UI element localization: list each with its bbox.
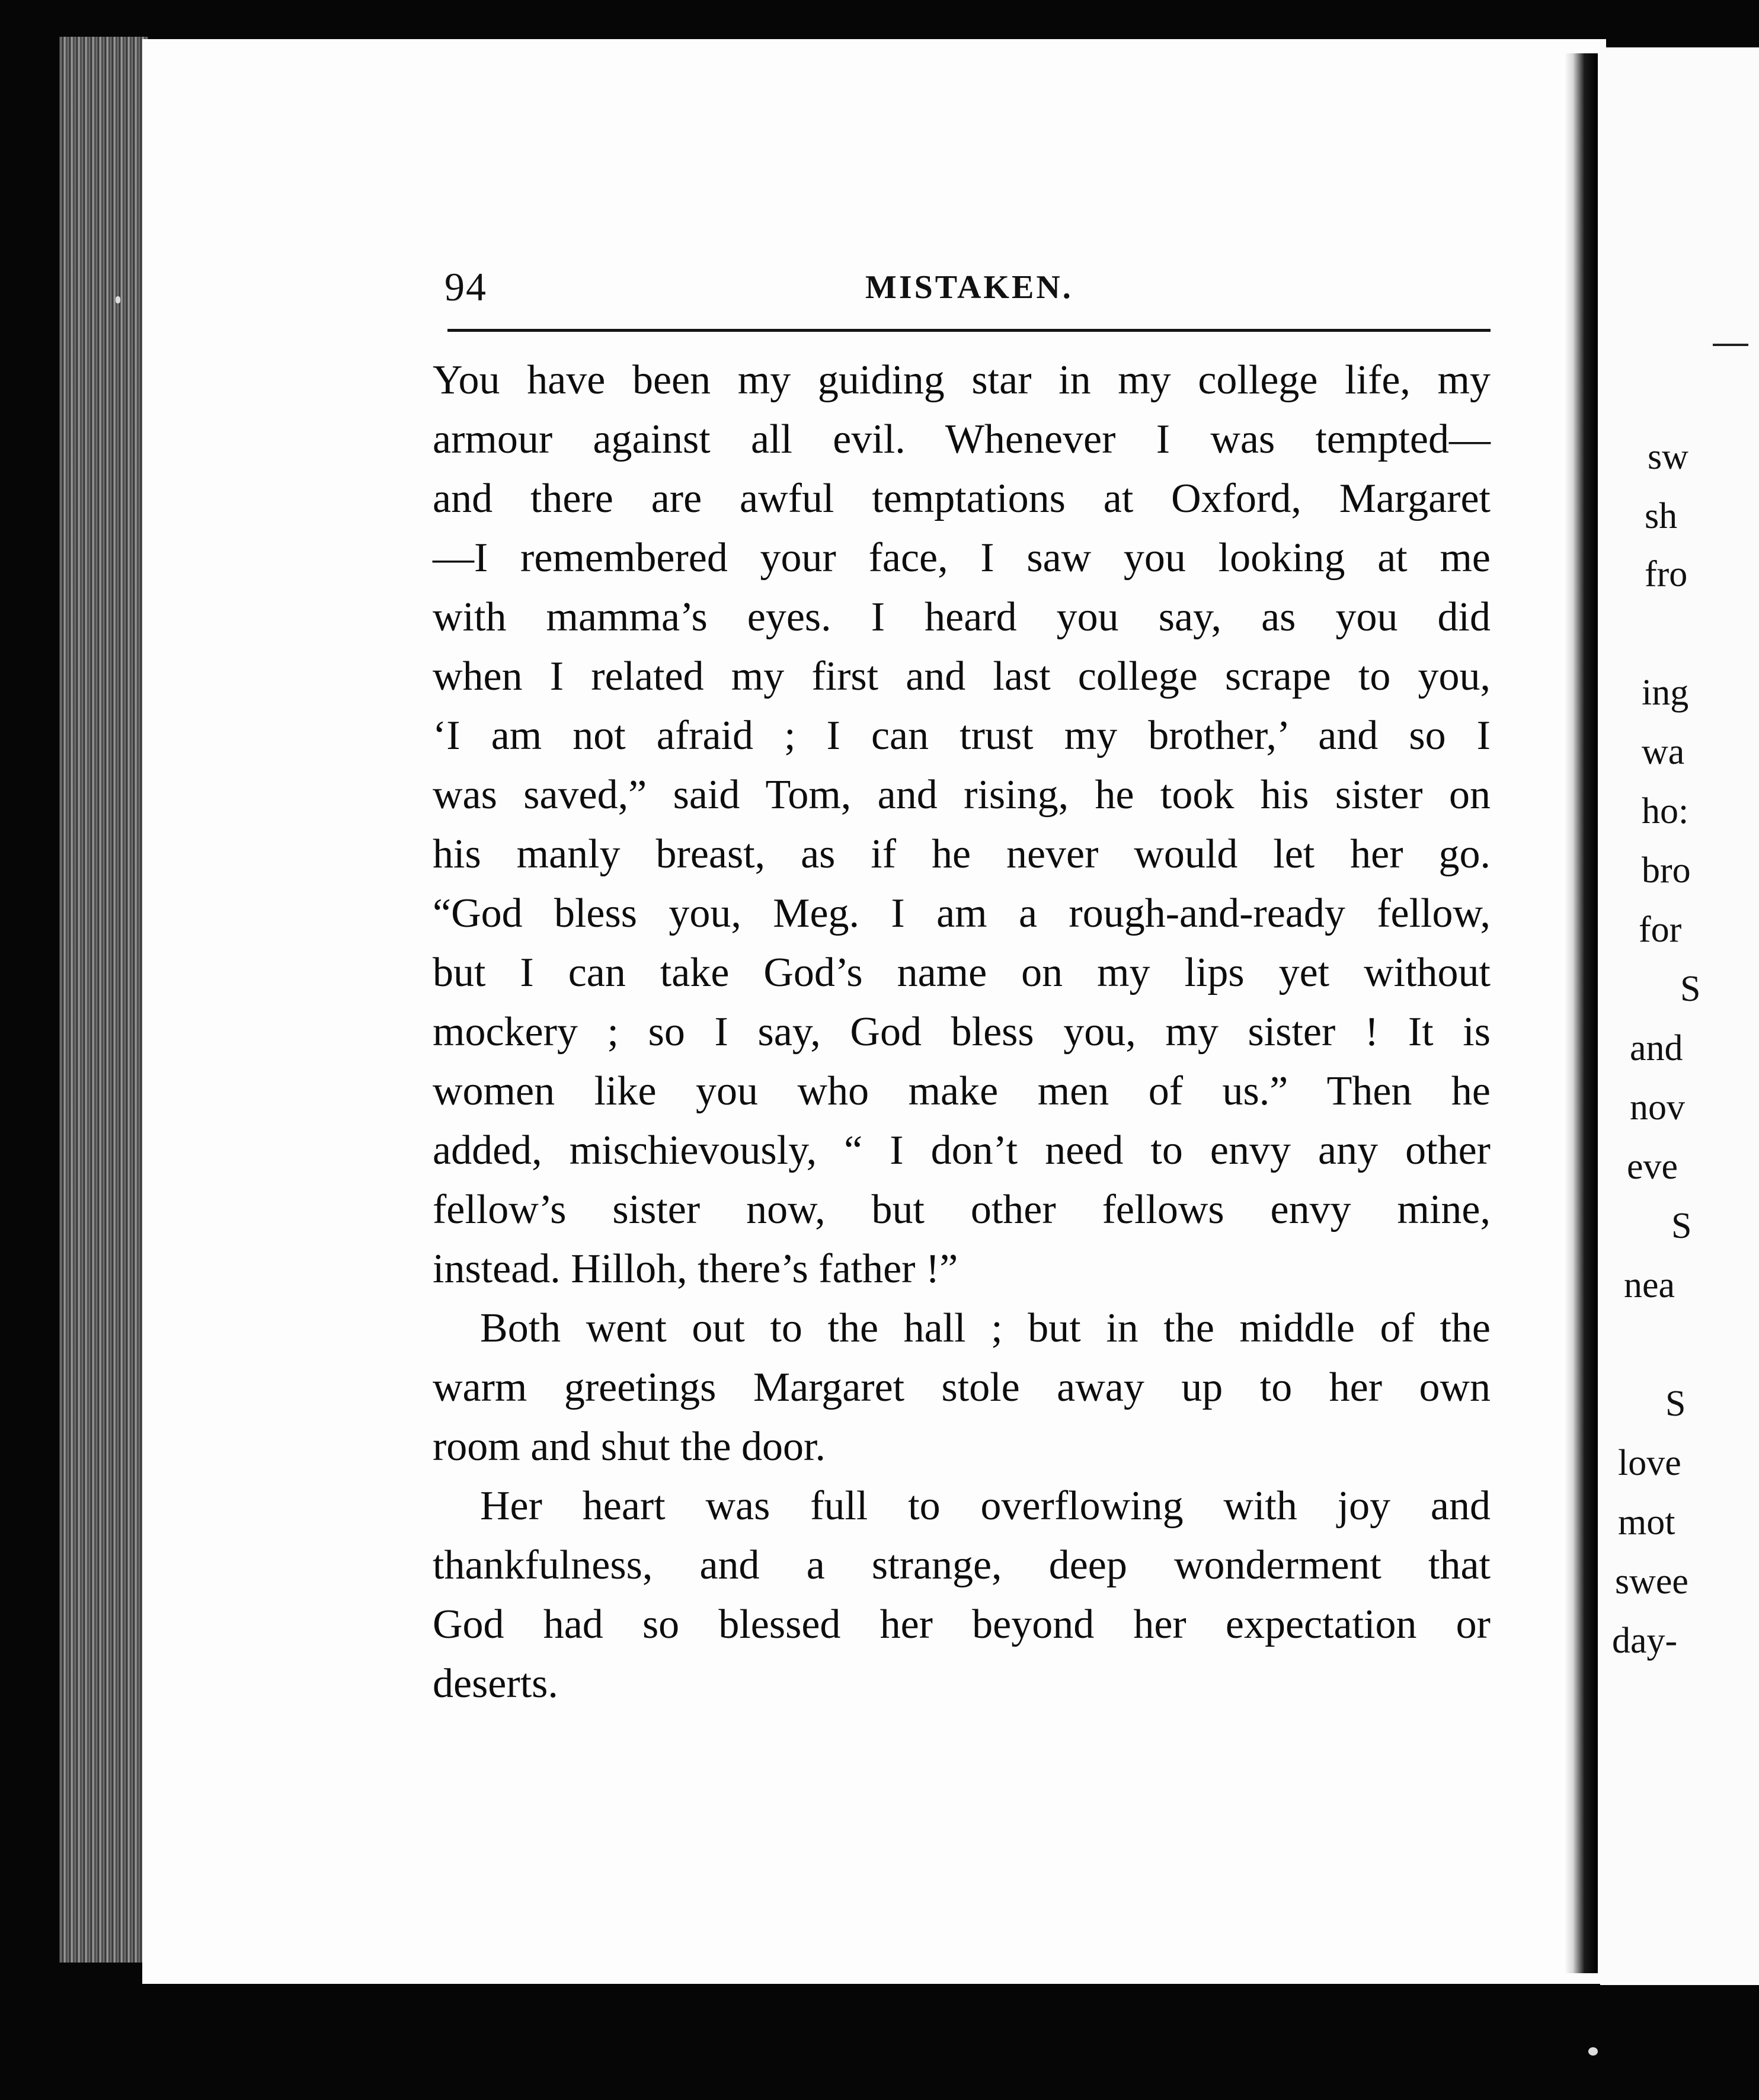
text-line: but I can take God’s name on my lips yet without — [433, 950, 1491, 995]
text-line: “God bless you, Meg. I am a rough-and-ready fellow, — [433, 891, 1491, 936]
page-edge-stack — [59, 37, 148, 1963]
facing-fragment: fro — [1645, 554, 1688, 594]
book-gutter — [1565, 53, 1598, 1973]
text-line: Both went out to the hall ; but in the middle of the — [480, 1305, 1491, 1351]
facing-fragment: S — [1665, 1384, 1686, 1424]
text-line: —I remembered your face, I saw you looking at me — [433, 535, 1491, 581]
facing-fragment: for — [1639, 910, 1682, 950]
text-line: thankfulness, and a strange, deep wonderment that — [433, 1542, 1491, 1588]
text-line: God had so blessed her beyond her expectation or — [433, 1602, 1491, 1647]
header-rule — [447, 329, 1491, 332]
text-line: room and shut the door. — [433, 1424, 826, 1470]
facing-fragment: bro — [1642, 850, 1691, 891]
text-line: armour against all evil. Whenever I was tempted— — [433, 417, 1491, 462]
text-line: warm greetings Margaret stole away up to her own — [433, 1365, 1491, 1410]
text-line: with mamma’s eyes. I heard you say, as you did — [433, 594, 1491, 640]
text-line: added, mischievously, “ I don’t need to envy any other — [433, 1128, 1491, 1173]
facing-fragment: eve — [1627, 1147, 1678, 1187]
facing-fragment: sh — [1645, 496, 1678, 536]
facing-fragment: nov — [1630, 1087, 1685, 1128]
facing-fragment: sw — [1648, 437, 1688, 477]
text-line: You have been my guiding star in my college life, my — [433, 357, 1491, 403]
text-line: his manly breast, as if he never would let her go. — [433, 831, 1491, 877]
facing-fragment: wa — [1642, 732, 1685, 772]
text-line: deserts. — [433, 1661, 558, 1707]
text-line: mockery ; so I say, God bless you, my sister ! It is — [433, 1009, 1491, 1055]
text-line: when I related my first and last college scrape to you, — [433, 654, 1491, 699]
text-line: women like you who make men of us.” Then he — [433, 1068, 1491, 1114]
facing-fragment: S — [1671, 1206, 1692, 1246]
facing-fragment: ing — [1642, 673, 1689, 713]
facing-fragment: and — [1630, 1028, 1683, 1068]
facing-fragment: day- — [1612, 1621, 1678, 1661]
scan-dust-speck — [116, 296, 120, 303]
facing-page — [1600, 47, 1759, 1985]
facing-fragment: nea — [1624, 1265, 1675, 1305]
text-line: was saved,” said Tom, and rising, he took his sister on — [433, 772, 1491, 818]
text-line: instead. Hilloh, there’s father !” — [433, 1246, 958, 1292]
text-line: fellow’s sister now, but other fellows envy mine, — [433, 1187, 1491, 1233]
facing-page-rule — [1713, 344, 1748, 346]
text-line: ‘I am not afraid ; I can trust my brother,’ and so I — [433, 713, 1491, 758]
facing-fragment: mot — [1618, 1502, 1675, 1542]
text-line: Her heart was full to overflowing with joy and — [480, 1483, 1491, 1529]
facing-fragment: ho: — [1642, 791, 1689, 831]
running-title: MISTAKEN. — [865, 269, 1073, 306]
facing-fragment: swee — [1615, 1561, 1688, 1602]
scan-dust-speck — [1588, 2047, 1598, 2056]
text-line: and there are awful temptations at Oxford, Margaret — [433, 476, 1491, 521]
body-text — [433, 351, 1491, 1714]
facing-fragment: S — [1680, 969, 1701, 1009]
running-head — [444, 264, 1491, 309]
facing-fragment: love — [1618, 1443, 1681, 1483]
page-number: 94 — [444, 264, 487, 309]
